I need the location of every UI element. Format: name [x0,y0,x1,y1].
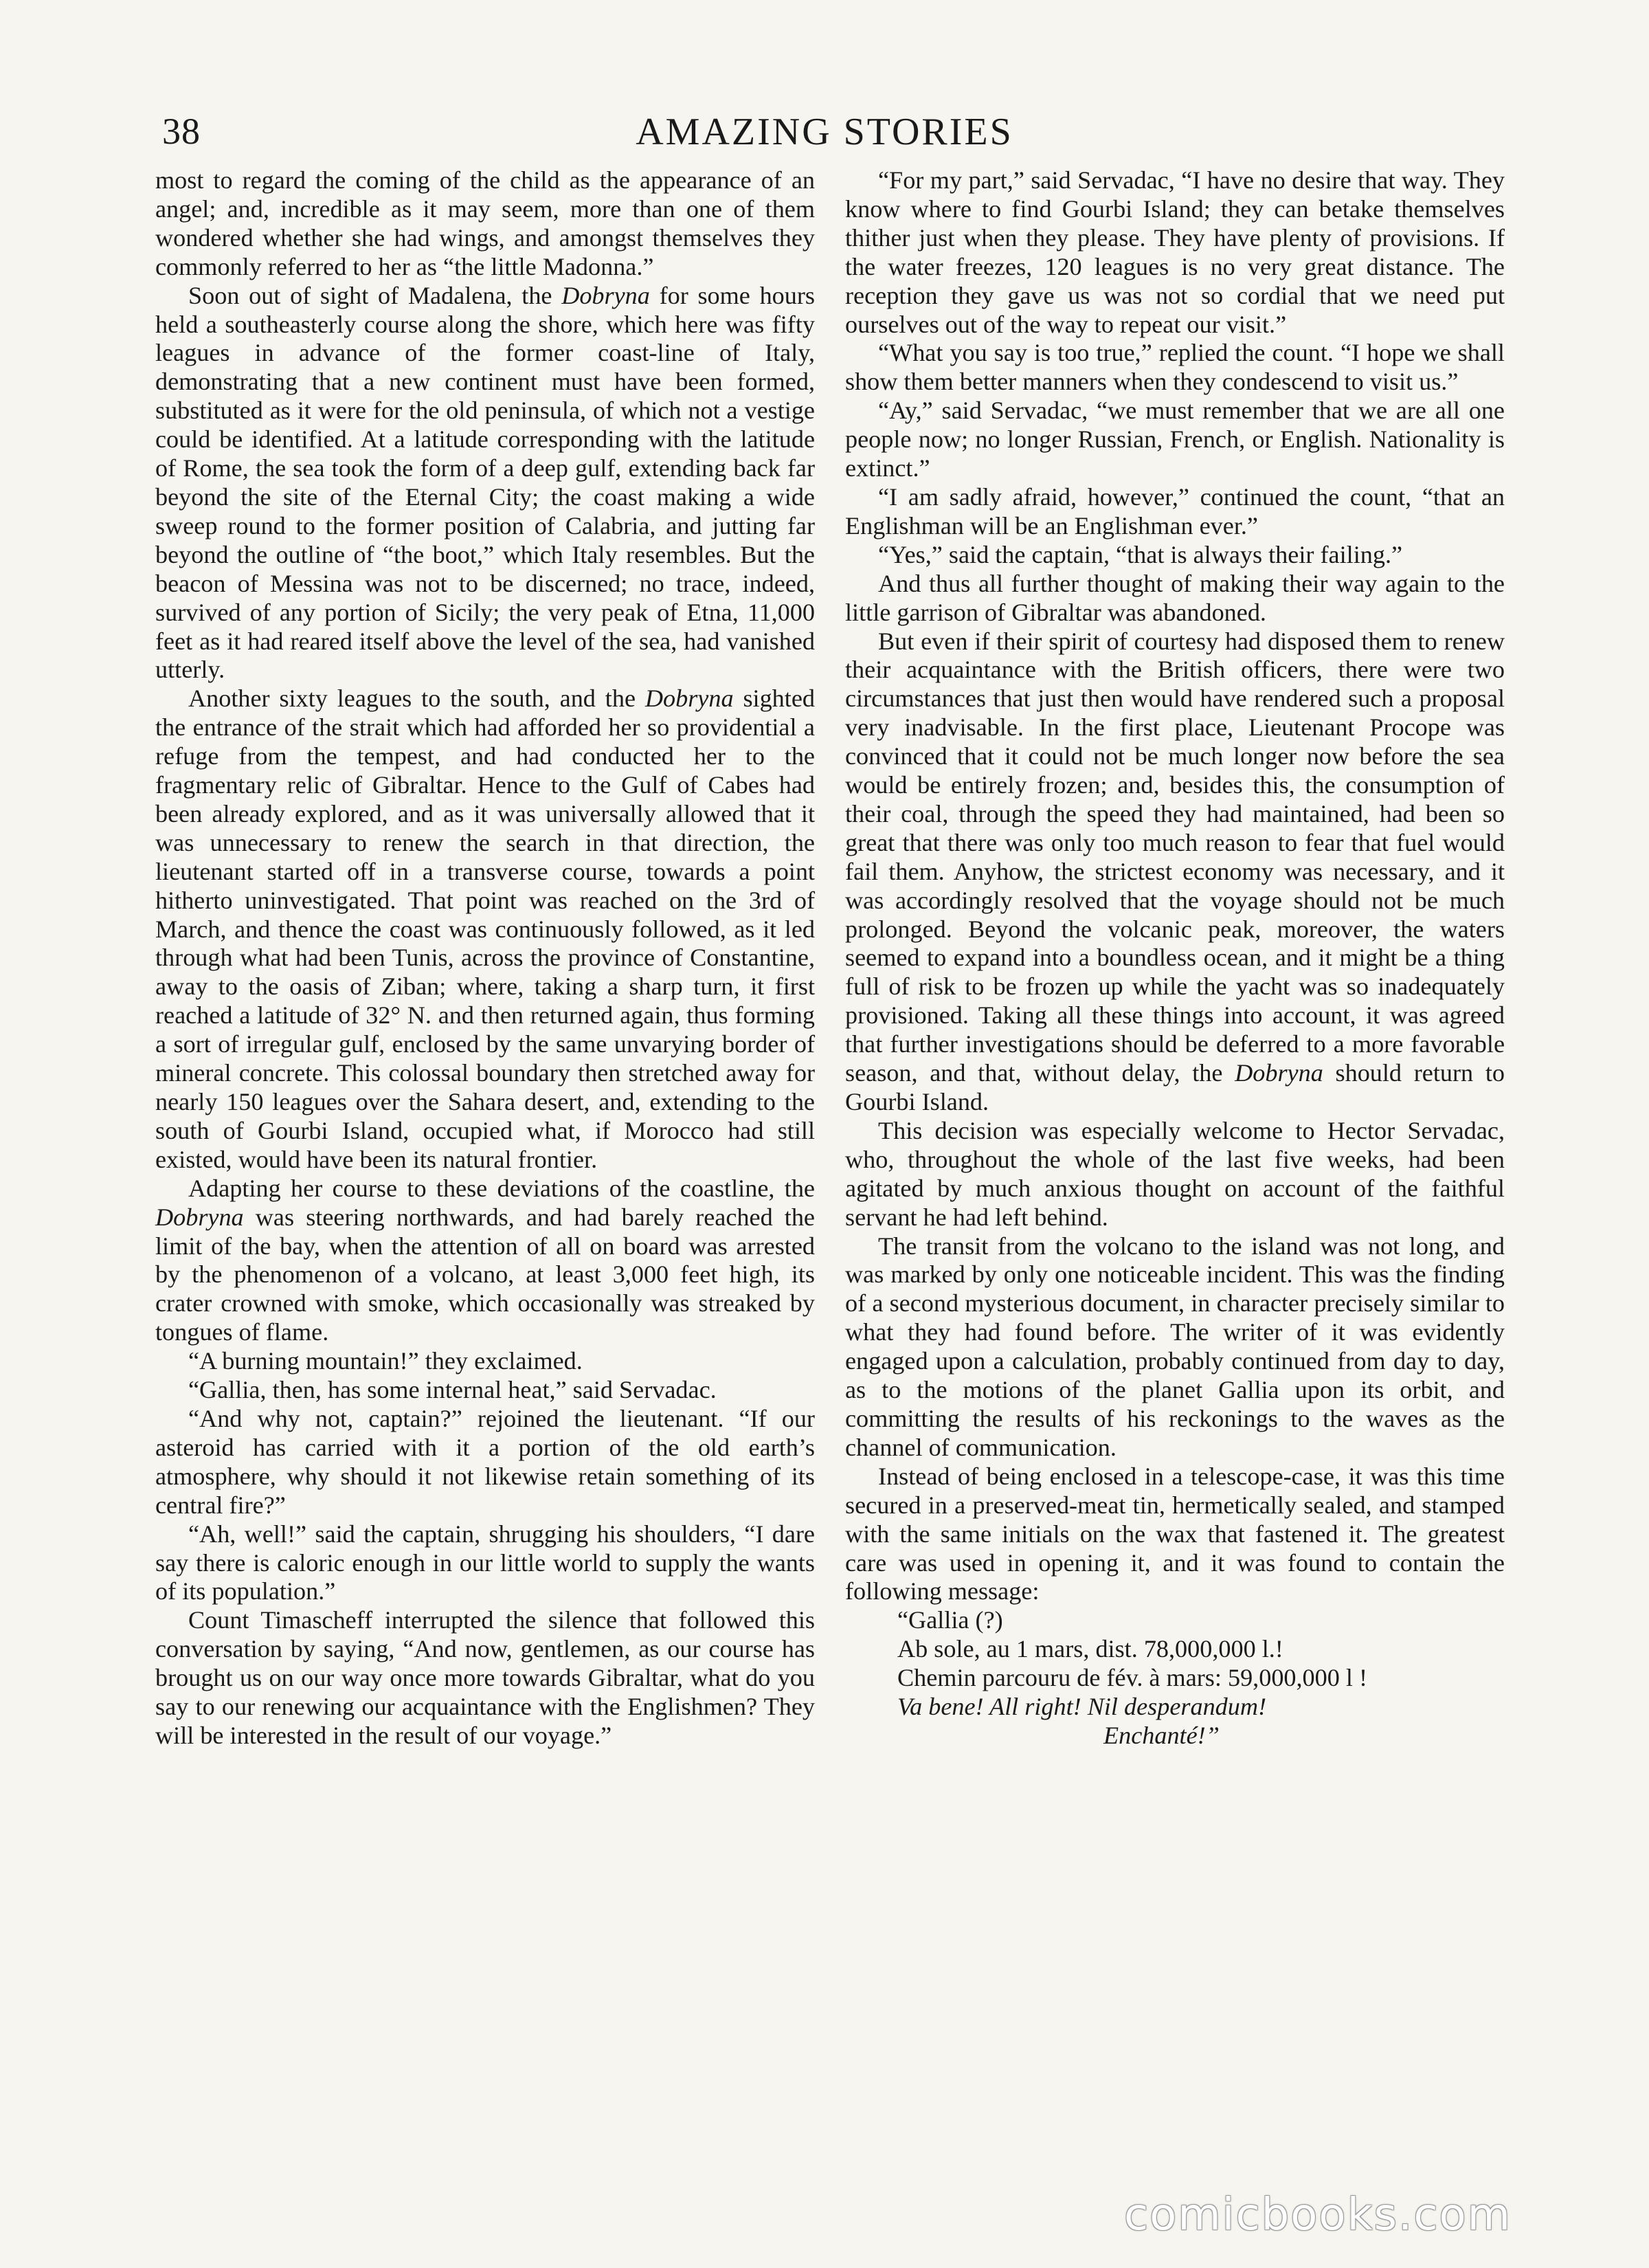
paragraph: Soon out of sight of Madalena, the Dobryna for some hours held a southeasterly course along the shore, which here was fifty leagues in advance of the former coast-line of Italy, demonstrating that a new continent must have been formed, substituted as it were for the old peninsula, of which not a vestige could be identified. At a latitude corresponding with the latitude of Rome, the sea took the form of a deep gulf, extending back far beyond the site of the Eternal City; the coast making a wide sweep round to the former position of Calabria, and jutting far beyond the outline of “the boot,” which Italy resembles. But the beacon of Messina was not to be discerned; no trace, indeed, survived of any portion of Sicily; the very peak of Etna, 11,000 feet as it had reared itself above the level of the sea, had vanished utterly. [155,281,815,684]
page-number: 38 [162,111,201,152]
paragraph: “I am sadly afraid, however,” continued the count, “that an Englishman will be an Englishman ever.” [845,482,1505,540]
ship-name: Dobryna [561,281,650,309]
paragraph: most to regard the coming of the child as the appearance of an angel; and, incredible as it may seem, more than one of them wondered whether she had wings, and amongst themselves they commonly referred to her as “the little Madonna.” [155,166,815,280]
ship-name: Dobryna [1235,1059,1323,1087]
paragraph: And thus all further thought of making their way again to the little garrison of Gibraltar was abandoned. [845,569,1505,626]
paragraph: This decision was especially welcome to Hector Servadac, who, throughout the whole of the last five weeks, had been agitated by much anxious thought on account of the faithful servant he had left behind. [845,1116,1505,1231]
paragraph: The transit from the volcano to the island was not long, and was marked by only one noticeable incident. This was the finding of a second mysterious document, in character precisely similar to what they had found before. The writer of it was evidently engaged upon a calculation, probably continued from day to day, as to the motions of the planet Gallia upon its orbit, and committing the results of his reckonings to the waves as the channel of communication. [845,1232,1505,1461]
paragraph: Instead of being enclosed in a telescope-case, it was this time secured in a preserved-meat tin, hermetically sealed, and stamped with the same initials on the wax that fastened it. The greatest care was used in opening it, and it was found to contain the following message: [845,1462,1505,1605]
paragraph: “Ay,” said Servadac, “we must remember that we are all one people now; no longer Russian, French, or English. Nationality is extinct.” [845,397,1505,482]
paragraph: Another sixty leagues to the south, and the Dobryna sighted the entrance of the strait which had afforded her so providential a refuge from the tempest, and had conducted her to the fragmentary relic of Gibraltar. Hence to the Gulf of Cabes had been already explored, and as it was universally allowed that it was unnecessary to renew the search in that direction, the lieutenant started off in a transverse course, towards a point hitherto uninvestigated. That point was reached on the 3rd of March, and thence the coast was continuously followed, as it led through what had been Tunis, across the province of Constantine, away to the oasis of Ziban; where, taking a sharp turn, it first reached a latitude of 32° N. and then returned again, thus forming a sort of irregular gulf, enclosed by the same unvarying border of mineral concrete. This colossal boundary then stretched away for nearly 150 leagues over the Sahara desert, and, extending to the south of Gourbi Island, occupied what, if Morocco had still existed, would have been its natural frontier. [155,685,815,1173]
paragraph: “A burning mountain!” they exclaimed. [188,1347,583,1375]
paragraph: “And why not, captain?” rejoined the lieutenant. “If our asteroid has carried with it a portion of the old earth’s atmosphere, why should it not likewise retain something of its central fire?” [155,1404,815,1519]
left-column [155,166,815,1750]
right-column [845,166,1505,1750]
paragraph: “Gallia, then, has some internal heat,” said Servadac. [188,1376,717,1404]
message-signature: Enchanté!” [1103,1721,1220,1749]
paragraph: “Ah, well!” said the captain, shrugging his shoulders, “I dare say there is caloric enough in our little world to supply the wants of its population.” [155,1520,815,1605]
paragraph: Count Timascheff interrupted the silence that followed this conversation by saying, “And now, gentlemen, as our course has brought us on our way once more towards Gibraltar, what do you say to our renewing our acquaintance with the Englishmen? They will be interested in the result of our voyage.” [155,1606,815,1749]
paragraph: “Yes,” said the captain, “that is always their failing.” [878,540,1403,568]
ship-name: Dobryna [644,685,734,713]
running-head: AMAZING STORIES [636,111,1013,153]
paragraph: “For my part,” said Servadac, “I have no desire that way. They know where to find Gourbi Island; they can betake themselves thither just when they please. They have plenty of provisions. If the water freezes, 120 leagues is no very great distance. The reception they gave us was not so cordial that we need put ourselves out of the way to repeat our visit.” [845,166,1505,338]
message-line: “Gallia (?) [897,1606,1003,1634]
message-line: Va bene! All right! Nil desperandum! [897,1693,1267,1721]
message-line: Chemin parcouru de fév. à mars: 59,000,000 l ! [897,1664,1368,1692]
message-line: Ab sole, au 1 mars, dist. 78,000,000 l.! [897,1635,1283,1663]
quoted-message [897,1606,1505,1750]
paragraph: “What you say is too true,” replied the count. “I hope we shall show them better manners when they condescend to visit us.” [845,339,1505,396]
ship-name: Dobryna [155,1203,244,1231]
watermark: comicbooks.com [1123,2190,1512,2241]
paragraph: Adapting her course to these deviations of the coastline, the Dobryna was steering northwards, and had barely reached the limit of the bay, when the attention of all on board was arrested by the phenomenon of a volcano, at least 3,000 feet high, its crater crowned with smoke, which occasionally was streaked by tongues of flame. [155,1174,815,1346]
paragraph: But even if their spirit of courtesy had disposed them to renew their acquaintance with the British officers, there were two circumstances that just then would have rendered such a proposal very inadvisable. In the first place, Lieutenant Procope was convinced that it could not be much longer now before the sea would be entirely frozen; and, besides this, the consumption of their coal, through the speed they had maintained, had been so great that there was only too much reason to fear that fuel would fail them. Anyhow, the strictest economy was necessary, and it was accordingly resolved that the voyage should not be much prolonged. Beyond the volcanic peak, moreover, the waters seemed to expand into a boundless ocean, and it might be a thing full of risk to be frozen up while the yacht was so inadequately provisioned. Taking all these things into account, it was agreed that further investigations should be deferred to a more favorable season, and that, without delay, the Dobryna should return to Gourbi Island. [845,627,1505,1115]
